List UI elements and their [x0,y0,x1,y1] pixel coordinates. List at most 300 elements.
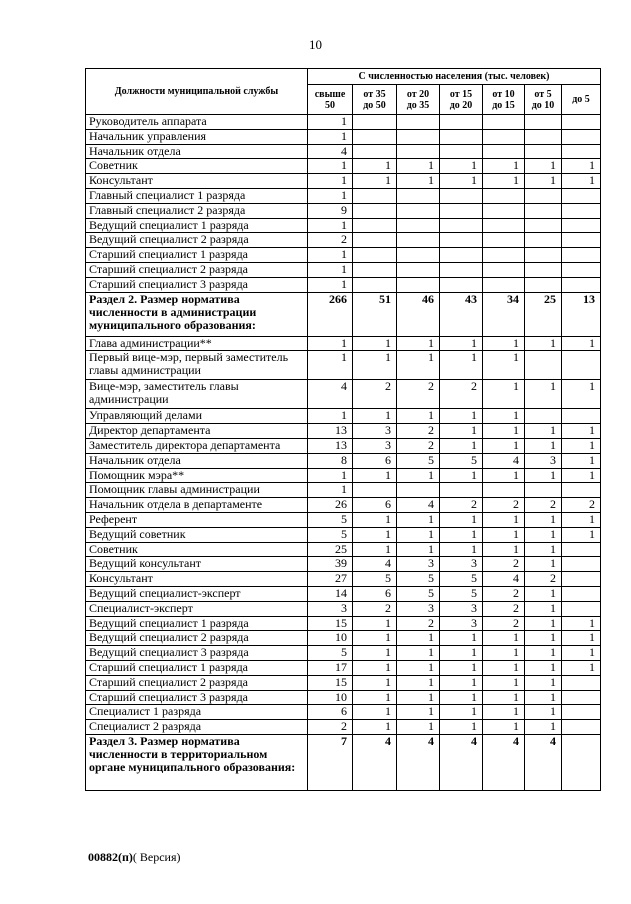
count-cell: 3 [308,601,353,616]
count-cell: 1 [308,262,353,277]
count-cell: 27 [308,572,353,587]
count-cell: 1 [397,512,440,527]
count-cell: 1 [440,720,483,735]
count-cell: 1 [525,705,562,720]
table-row [86,705,601,720]
count-cell: 1 [483,675,525,690]
count-cell [397,248,440,263]
table-row [86,720,601,735]
count-cell: 1 [562,174,601,189]
count-cell: 1 [483,690,525,705]
count-cell: 17 [308,660,353,675]
position-name: Специалист 1 разряда [86,705,308,720]
count-cell: 1 [397,542,440,557]
count-cell [562,720,601,735]
position-name: Специалист-эксперт [86,601,308,616]
count-cell: 1 [440,527,483,542]
count-cell: 2 [525,498,562,513]
population-col-header-line: 50 [325,99,335,111]
count-cell [353,218,397,233]
position-name: Помощник главы администрации [86,483,308,498]
table-row [86,115,601,130]
position-name: Старший специалист 2 разряда [86,675,308,690]
count-cell: 1 [397,660,440,675]
count-cell: 1 [525,586,562,601]
count-cell: 2 [483,498,525,513]
population-col-header-line: до 5 [572,94,590,105]
count-cell [562,203,601,218]
position-name: Старший специалист 3 разряда [86,277,308,292]
count-cell: 14 [308,586,353,601]
count-cell: 1 [397,174,440,189]
count-cell [562,262,601,277]
count-cell: 1 [353,616,397,631]
position-name: Раздел 2. Размер норматива численности в администрации муниципального образования: [86,292,308,336]
count-cell [353,277,397,292]
count-cell [525,218,562,233]
position-name: Советник [86,542,308,557]
count-cell: 1 [308,174,353,189]
population-col-header [483,85,525,115]
count-cell: 4 [308,144,353,159]
count-cell: 2 [353,601,397,616]
count-cell: 1 [308,248,353,263]
count-cell [483,262,525,277]
count-cell: 1 [562,646,601,661]
table-row [86,586,601,601]
count-cell: 1 [308,188,353,203]
count-cell: 1 [353,705,397,720]
count-cell: 1 [353,468,397,483]
count-cell: 4 [483,453,525,468]
population-col-header-line: до 35 [406,99,430,111]
count-cell [397,129,440,144]
count-cell: 5 [397,572,440,587]
position-name: Ведущий советник [86,527,308,542]
table-row [86,277,601,292]
count-cell: 1 [440,174,483,189]
count-cell [483,144,525,159]
population-col-header-line: до 10 [531,99,555,111]
count-cell: 1 [525,438,562,453]
count-cell: 1 [440,512,483,527]
count-cell: 1 [397,336,440,351]
count-cell: 1 [525,557,562,572]
position-name: Начальник отдела [86,144,308,159]
count-cell [483,483,525,498]
count-cell: 1 [525,424,562,439]
count-cell: 4 [440,734,483,790]
count-cell: 3 [353,424,397,439]
count-cell [525,277,562,292]
document-footer [88,850,181,865]
count-cell: 1 [353,675,397,690]
count-cell: 5 [397,453,440,468]
position-name: Ведущий специалист 2 разряда [86,233,308,248]
count-cell: 1 [353,527,397,542]
count-cell: 3 [397,601,440,616]
count-cell: 1 [525,601,562,616]
count-cell [440,233,483,248]
count-cell: 1 [308,277,353,292]
population-col-header-line: свыше [314,88,346,100]
position-name: Старший специалист 1 разряда [86,660,308,675]
count-cell: 1 [562,527,601,542]
count-cell: 1 [483,720,525,735]
count-cell [562,542,601,557]
table-row [86,542,601,557]
count-cell [525,115,562,130]
count-cell: 5 [308,646,353,661]
count-cell: 9 [308,203,353,218]
count-cell: 1 [562,631,601,646]
count-cell [353,115,397,130]
section-row [86,734,601,790]
count-cell: 2 [483,557,525,572]
count-cell [440,277,483,292]
position-name: Первый вице-мэр, первый заместитель главы администрации [86,351,308,380]
population-col-header [440,85,483,115]
population-col-header-line: до 15 [492,99,515,111]
count-cell: 1 [525,646,562,661]
count-cell [562,734,601,790]
count-cell [397,188,440,203]
count-cell: 1 [562,512,601,527]
table-row [86,159,601,174]
count-cell: 1 [562,424,601,439]
count-cell [525,233,562,248]
table-row [86,129,601,144]
count-cell: 5 [397,586,440,601]
count-cell: 43 [440,292,483,336]
count-cell: 5 [308,527,353,542]
position-column-header: Должности муниципальной службы [86,69,308,115]
count-cell: 13 [562,292,601,336]
count-cell [440,188,483,203]
count-cell: 1 [562,438,601,453]
count-cell [562,144,601,159]
count-cell: 13 [308,424,353,439]
count-cell: 4 [353,557,397,572]
count-cell: 1 [308,218,353,233]
count-cell [353,248,397,263]
count-cell: 1 [397,409,440,424]
count-cell [483,203,525,218]
count-cell: 1 [483,705,525,720]
count-cell [525,409,562,424]
count-cell: 1 [308,159,353,174]
position-name: Старший специалист 1 разряда [86,248,308,263]
count-cell: 1 [397,690,440,705]
count-cell [483,248,525,263]
count-cell [397,233,440,248]
count-cell: 4 [483,734,525,790]
count-cell: 51 [353,292,397,336]
count-cell: 1 [483,351,525,380]
count-cell: 15 [308,616,353,631]
count-cell: 6 [308,705,353,720]
table-row [86,188,601,203]
count-cell: 1 [483,174,525,189]
count-cell [525,203,562,218]
table-row [86,616,601,631]
count-cell: 1 [440,660,483,675]
count-cell: 1 [440,438,483,453]
table-row [86,646,601,661]
count-cell: 2 [440,498,483,513]
count-cell [525,129,562,144]
count-cell: 3 [440,557,483,572]
table-row [86,380,601,409]
count-cell [525,144,562,159]
count-cell: 1 [353,720,397,735]
position-name: Старший специалист 3 разряда [86,690,308,705]
count-cell: 1 [353,512,397,527]
count-cell [397,277,440,292]
count-cell: 2 [308,233,353,248]
count-cell [353,188,397,203]
count-cell: 1 [308,129,353,144]
count-cell: 5 [440,453,483,468]
count-cell [562,601,601,616]
count-cell [353,483,397,498]
count-cell: 1 [483,380,525,409]
count-cell: 1 [397,159,440,174]
position-name: Ведущий специалист 3 разряда [86,646,308,661]
count-cell: 1 [308,409,353,424]
table-row [86,336,601,351]
count-cell: 1 [525,527,562,542]
count-cell: 1 [525,690,562,705]
table-row [86,144,601,159]
count-cell: 1 [483,542,525,557]
count-cell [562,129,601,144]
count-cell: 1 [525,631,562,646]
count-cell: 15 [308,675,353,690]
staff-norms-table [85,68,601,791]
count-cell: 3 [353,438,397,453]
section-row [86,292,601,336]
position-name: Главный специалист 1 разряда [86,188,308,203]
count-cell: 2 [353,380,397,409]
position-name: Вице-мэр, заместитель главы администрации [86,380,308,409]
count-cell [483,233,525,248]
count-cell: 1 [308,336,353,351]
population-col-header-line: от 20 [406,88,430,100]
count-cell [483,218,525,233]
position-name: Специалист 2 разряда [86,720,308,735]
count-cell: 34 [483,292,525,336]
count-cell [353,144,397,159]
count-cell: 1 [483,631,525,646]
count-cell: 5 [440,586,483,601]
count-cell [562,483,601,498]
count-cell: 2 [308,720,353,735]
count-cell: 2 [397,380,440,409]
table-row [86,453,601,468]
count-cell: 10 [308,690,353,705]
table-row [86,424,601,439]
table-row [86,601,601,616]
count-cell [525,351,562,380]
count-cell: 2 [562,498,601,513]
population-col-header-line: до 20 [449,99,473,111]
count-cell: 6 [353,498,397,513]
count-cell: 1 [483,660,525,675]
count-cell: 1 [353,646,397,661]
count-cell [353,203,397,218]
count-cell: 1 [440,424,483,439]
count-cell [562,586,601,601]
table-row [86,631,601,646]
count-cell [397,483,440,498]
count-cell: 2 [483,601,525,616]
count-cell: 1 [525,720,562,735]
count-cell [483,115,525,130]
count-cell: 2 [440,380,483,409]
position-name: Ведущий специалист 1 разряда [86,616,308,631]
count-cell: 1 [525,380,562,409]
table-row [86,675,601,690]
table-row [86,498,601,513]
count-cell: 1 [353,159,397,174]
count-cell: 2 [483,586,525,601]
position-name: Начальник управления [86,129,308,144]
count-cell [525,262,562,277]
position-name: Директор департамента [86,424,308,439]
count-cell: 1 [440,690,483,705]
population-col-header-line: от 5 [534,88,552,100]
count-cell: 1 [308,483,353,498]
count-cell: 1 [440,409,483,424]
position-name: Заместитель директора департамента [86,438,308,453]
count-cell [525,188,562,203]
count-cell: 1 [440,675,483,690]
position-name: Консультант [86,174,308,189]
count-cell: 1 [525,159,562,174]
count-cell: 5 [308,512,353,527]
count-cell: 3 [440,601,483,616]
population-col-header [525,85,562,115]
table-row [86,233,601,248]
position-name: Ведущий специалист 2 разряда [86,631,308,646]
count-cell [525,248,562,263]
population-col-header-line: от 10 [492,88,515,100]
count-cell [440,144,483,159]
count-cell: 1 [562,336,601,351]
count-cell [562,218,601,233]
count-cell: 5 [440,572,483,587]
count-cell [562,233,601,248]
count-cell: 1 [562,468,601,483]
count-cell: 1 [440,351,483,380]
count-cell: 266 [308,292,353,336]
count-cell: 1 [440,631,483,646]
count-cell: 1 [353,690,397,705]
count-cell: 1 [483,527,525,542]
count-cell: 1 [397,527,440,542]
count-cell [440,262,483,277]
count-cell: 13 [308,438,353,453]
position-name: Референт [86,512,308,527]
position-name: Ведущий консультант [86,557,308,572]
count-cell [562,409,601,424]
count-cell [440,129,483,144]
count-cell: 1 [525,616,562,631]
count-cell: 2 [397,616,440,631]
count-cell [440,115,483,130]
count-cell [562,277,601,292]
count-cell: 2 [525,572,562,587]
position-name: Глава администрации** [86,336,308,351]
count-cell: 3 [397,557,440,572]
document-code: 00882(п) [88,850,133,864]
position-name: Руководитель аппарата [86,115,308,130]
count-cell: 1 [353,174,397,189]
position-name: Управляющий делами [86,409,308,424]
count-cell [397,218,440,233]
count-cell: 1 [440,468,483,483]
count-cell: 1 [397,646,440,661]
count-cell: 1 [483,159,525,174]
position-name: Консультант [86,572,308,587]
count-cell [353,262,397,277]
count-cell: 1 [562,159,601,174]
count-cell: 39 [308,557,353,572]
count-cell [562,188,601,203]
table-row [86,409,601,424]
count-cell: 1 [525,542,562,557]
position-name: Начальник отдела [86,453,308,468]
count-cell: 1 [397,631,440,646]
count-cell: 7 [308,734,353,790]
count-cell [440,248,483,263]
table-row [86,483,601,498]
count-cell: 1 [397,351,440,380]
count-cell: 1 [525,336,562,351]
population-col-header [353,85,397,115]
count-cell: 6 [353,586,397,601]
count-cell: 1 [353,542,397,557]
count-cell: 1 [353,336,397,351]
table-row [86,557,601,572]
count-cell: 1 [397,675,440,690]
count-cell: 1 [440,159,483,174]
count-cell [483,129,525,144]
count-cell [397,144,440,159]
position-name: Раздел 3. Размер норматива численности в территориальном органе муниципального образования: [86,734,308,790]
table-row [86,218,601,233]
position-name: Ведущий специалист-эксперт [86,586,308,601]
table-row [86,174,601,189]
table-row [86,262,601,277]
count-cell: 1 [483,409,525,424]
table-row [86,660,601,675]
count-cell: 10 [308,631,353,646]
table-row [86,203,601,218]
population-col-header [308,85,353,115]
population-col-header [562,85,601,115]
count-cell: 1 [308,115,353,130]
count-cell: 1 [397,468,440,483]
count-cell: 1 [353,660,397,675]
count-cell: 1 [525,660,562,675]
table-row [86,351,601,380]
count-cell: 1 [483,646,525,661]
count-cell: 1 [440,646,483,661]
count-cell: 1 [440,336,483,351]
count-cell [562,690,601,705]
